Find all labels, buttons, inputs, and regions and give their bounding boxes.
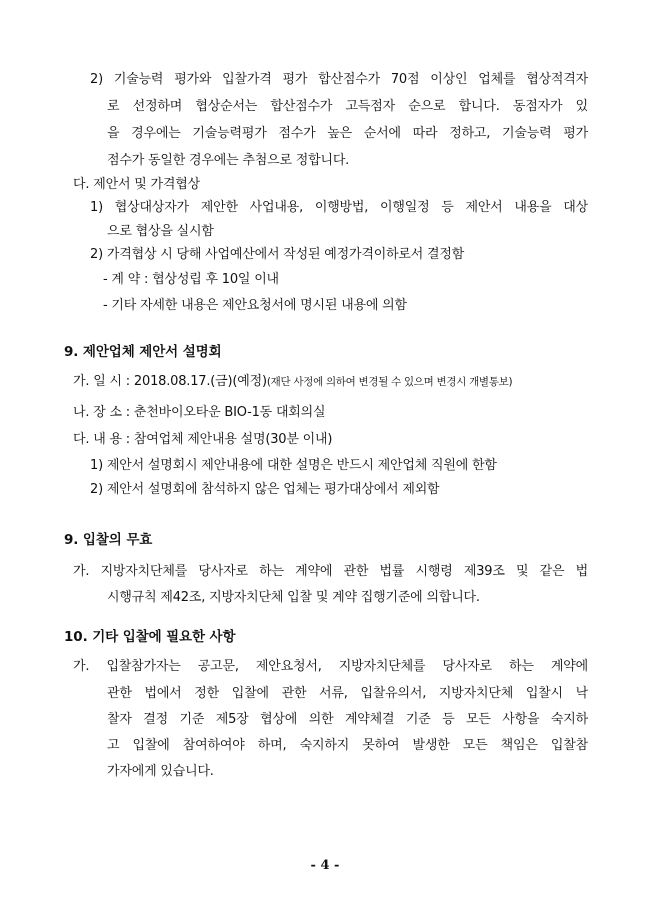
page-number: - 4 -: [310, 858, 340, 873]
negotiation-item2: 2) 가격협상 시 당해 사업예산에서 작성된 예정가격이하로서 결정함: [90, 247, 465, 262]
bid-item2-line3: 을 경우에는 기술능력평가 점수가 높은 순서에 따라 정하고, 기술능력 평가: [107, 126, 588, 141]
briefing-date-note: (재단 사정에 의하여 변경될 수 있으며 변경시 개별통보): [266, 376, 513, 388]
proposal-negotiation-title: 다. 제안서 및 가격협상: [73, 177, 200, 192]
briefing-date-value: 2018.08.17.(금)(예정): [133, 374, 267, 389]
other-matters-line5: 가자에게 있습니다.: [107, 764, 214, 779]
briefing-date: [73, 373, 512, 391]
other-matters-line2: 관한 법에서 정한 입찰에 관한 서류, 입찰유의서, 지방자치단체 입찰시 낙: [107, 686, 588, 701]
other-matters-line1: 가. 입찰참가자는 공고문, 제안요청서, 지방자치단체를 당사자로 하는 계약에: [73, 659, 588, 674]
briefing-date-label: 가. 일 시 :: [73, 374, 134, 389]
invalid-bid-line1: 가. 지방자치단체를 당사자로 하는 계약에 관한 법률 시행령 제39조 및 같은 법: [73, 564, 588, 579]
briefing-place: 나. 장 소 : 춘천바이오타운 BIO-1동 대회의실: [73, 405, 326, 420]
briefing-note1: 1) 제안서 설명회시 제안내용에 대한 설명은 반드시 제안업체 직원에 한함: [90, 458, 497, 473]
other-matters-line4: 고 입찰에 참여하여야 하며, 숙지하지 못하여 발생한 모든 책임은 입찰참: [107, 738, 588, 753]
other-matters-line3: 찰자 결정 기준 제5장 협상에 의한 계약체결 기준 등 모든 사항을 숙지하: [107, 712, 588, 727]
negotiation-item1-line1: 1) 협상대상자가 제안한 사업내용, 이행방법, 이행일정 등 제안서 내용을 대상: [90, 200, 588, 215]
section-heading-invalid-bid: 9. 입찰의 무효: [64, 532, 153, 548]
invalid-bid-line2: 시행규칙 제42조, 지방자치단체 입찰 및 계약 집행기준에 의합니다.: [107, 590, 480, 605]
section-heading-briefing: 9. 제안업체 제안서 설명회: [64, 344, 222, 360]
briefing-note2: 2) 제안서 설명회에 참석하지 않은 업체는 평가대상에서 제외함: [90, 482, 440, 497]
bid-item2-line2: 로 선정하며 협상순서는 합산점수가 고득점자 순으로 합니다. 동점자가 있: [107, 99, 588, 114]
negotiation-item1-line2: 으로 협상을 실시함: [107, 224, 214, 239]
section-heading-other-matters: 10. 기타 입찰에 필요한 사항: [64, 629, 236, 645]
contract-timing: - 계 약 : 협상성립 후 10일 이내: [103, 272, 279, 287]
bid-item2-line4: 점수가 동일한 경우에는 추첨으로 정합니다.: [107, 153, 350, 168]
other-details: - 기타 자세한 내용은 제안요청서에 명시된 내용에 의함: [103, 298, 407, 313]
briefing-content: 다. 내 용 : 참여업체 제안내용 설명(30분 이내): [73, 432, 333, 447]
bid-item2-line1: 2) 기술능력 평가와 입찰가격 평가 합산점수가 70점 이상인 업체를 협상적격자: [90, 72, 588, 87]
